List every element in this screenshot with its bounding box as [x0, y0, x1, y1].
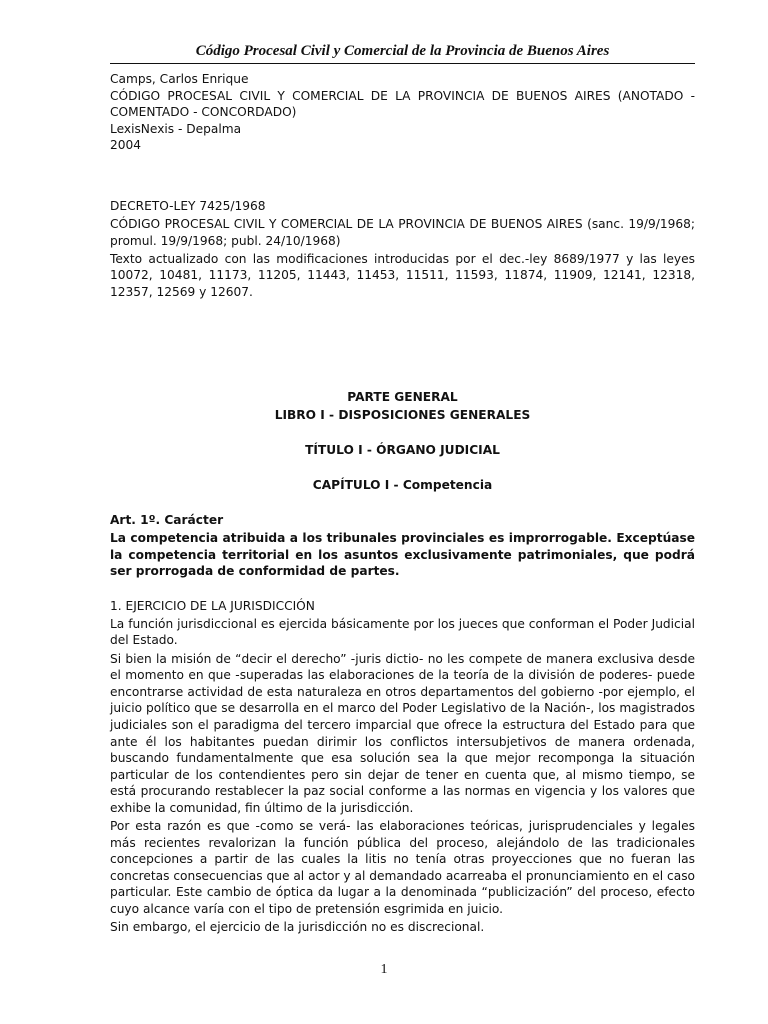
page-content [110, 71, 695, 936]
running-header [110, 40, 695, 64]
book-year: 2004 [110, 138, 142, 153]
header-title: Código Procesal Civil y Comercial de la Provincia de Buenos Aires [195, 43, 610, 59]
article-heading: Art. 1º. Carácter [110, 512, 224, 527]
book-author: Camps, Carlos Enrique [110, 72, 249, 86]
book-publisher: LexisNexis - Depalma [110, 121, 242, 136]
commentary-heading: 1. EJERCICIO DE LA JURISDICCIÓN [110, 598, 315, 613]
part-heading: PARTE GENERAL [347, 389, 458, 404]
decree-title: CÓDIGO PROCESAL CIVIL Y COMERCIAL DE LA PROVINCIA DE BUENOS AIRES (sanc. 19/9/1968; promul. 19/9/1968; publ. 24/10/1968) [110, 217, 695, 248]
commentary-paragraph: Sin embargo, el ejercicio de la jurisdicción no es discrecional. [110, 920, 485, 935]
commentary-paragraph: Por esta razón es que -como se verá- las elaboraciones teóricas, jurisprudenciales y legales más recientes revalorizan la función pública del proceso, alejándolo de las tradicionales concepciones a partir de las cuales la litis no tenía otras proyecciones que no fueran las concretas consecuencias que al actor y al demandado acarreaba el pronunciamiento en el caso particular. Este cambio de óptica da lugar a la denominada “publicización” del proceso, efecto cuyo alcance varía con el tipo de pretensión esgrimida en juicio. [110, 819, 695, 916]
decree-note: Texto actualizado con las modificaciones introducidas por el dec.-ley 8689/1977 y las leyes 10072, 10481, 11173, 11205, 11443, 11453, 11511, 11593, 11874, 11909, 12141, 12318, 12357, 12569 y 12607. [110, 251, 695, 299]
commentary-paragraph: La función jurisdiccional es ejercida básicamente por los jueces que conforman el Poder Judicial del Estado. [110, 616, 695, 648]
title-heading: TÍTULO I - ÓRGANO JUDICIAL [305, 442, 500, 457]
book-heading: LIBRO I - DISPOSICIONES GENERALES [274, 408, 531, 423]
article-text: La competencia atribuida a los tribunales provinciales es improrrogable. Exceptúase la competencia territorial en los asuntos exclusivamente patrimoniales, que podrá ser prorrogada de conformidad de partes. [110, 531, 695, 579]
page-number: 1 [380, 962, 388, 977]
decree-id: DECRETO-LEY 7425/1968 [110, 198, 266, 213]
chapter-heading: CAPÍTULO I - Competencia [312, 478, 493, 493]
commentary-paragraph: Si bien la misión de “decir el derecho” -juris dictio- no les compete de manera exclusiva desde el momento en que -superadas las elaboraciones de la teoría de la división de poderes- puede encontrarse actividad de esta naturaleza en otros departamentos del gobierno -por ejemplo, el juicio político que se desarrolla en el marco del Poder Legislativo de la Nación-, los magistrados judiciales son el paradigma del tercero imparcial que ofrece la estructura del Estado para que ante él los habitantes puedan dirimir los conflictos intersubjetivos de manera ordenada, buscando fundamentalmente que esa solución sea la que mejor recomponga la situación particular de los contendientes pero sin dejar de tener en cuenta que, al mismo tiempo, se está procurando restablecer la paz social conforme a las normas en vigencia y los valores que exhibe la comunidad, fin último de la jurisdicción. [110, 651, 695, 815]
book-title: CÓDIGO PROCESAL CIVIL Y COMERCIAL DE LA PROVINCIA DE BUENOS AIRES (ANOTADO - COMENTADO - CONCORDADO) [110, 88, 695, 120]
